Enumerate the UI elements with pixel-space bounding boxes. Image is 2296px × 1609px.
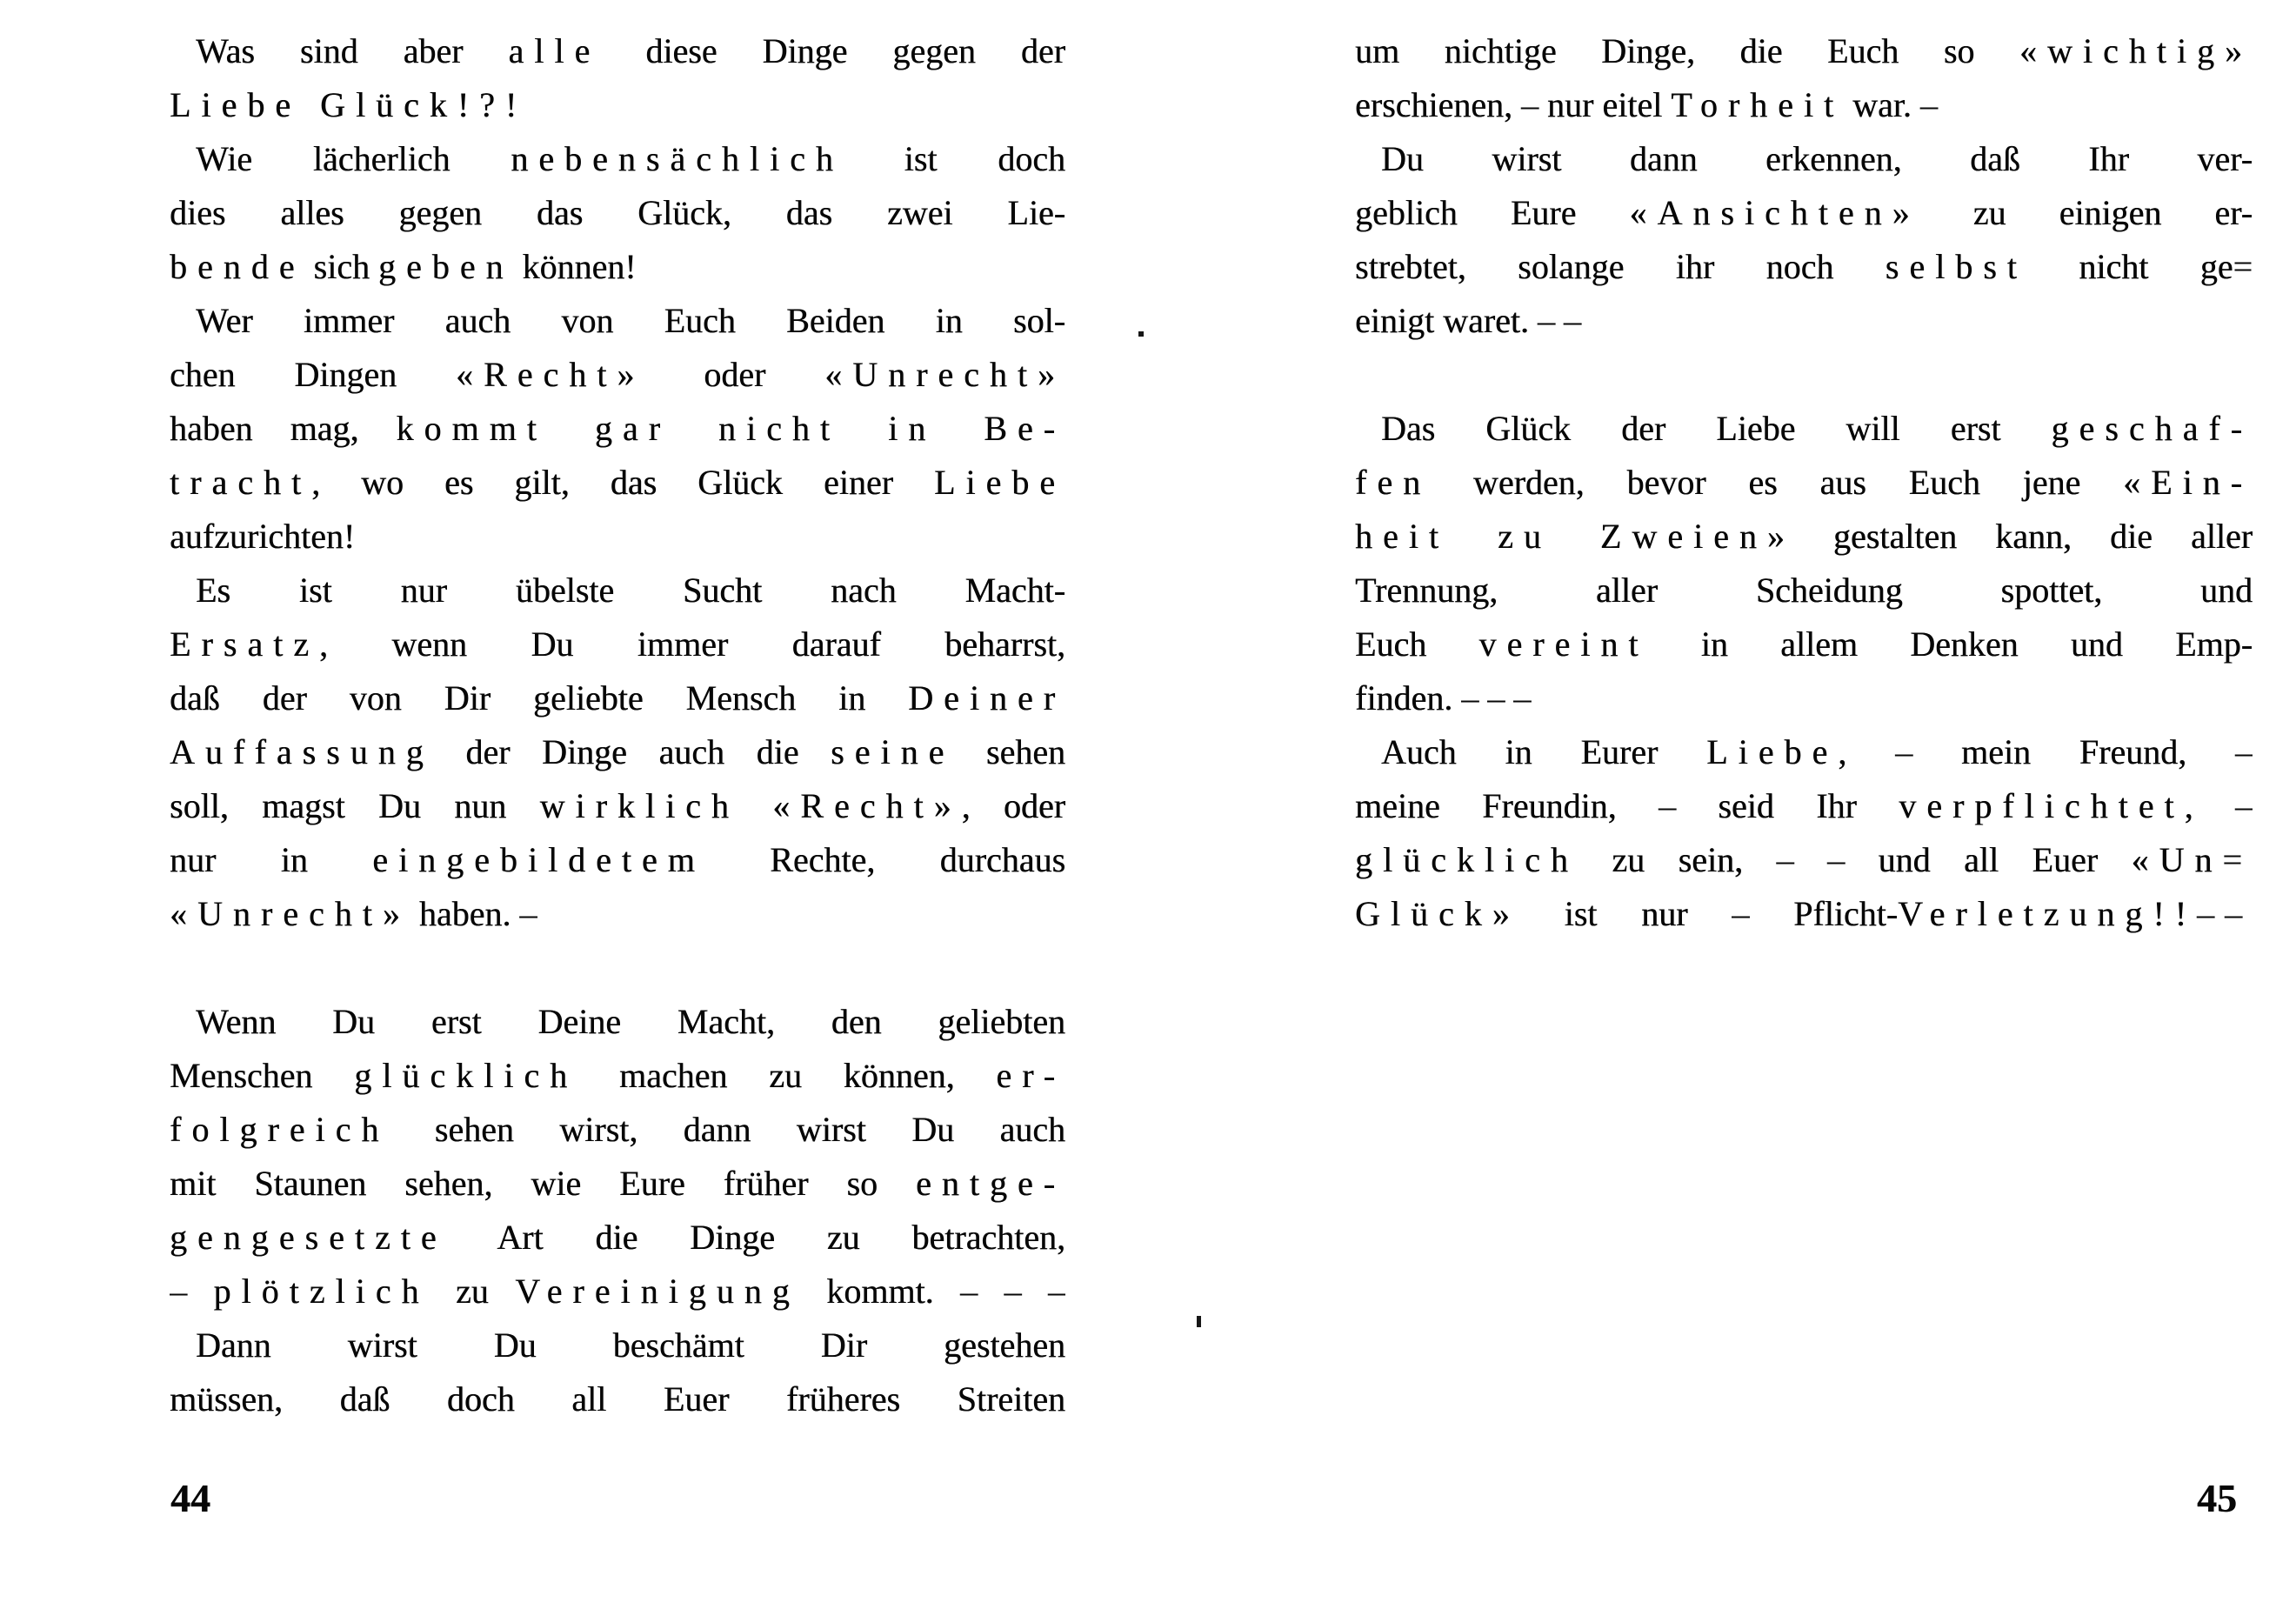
body-text: kommt. – – – — [799, 1272, 1065, 1311]
body-text: ist doch — [843, 139, 1065, 178]
emphasized-text: «Ansichten» — [1629, 193, 1920, 232]
emphasized-text: glücklich — [1355, 840, 1578, 879]
text-line — [170, 779, 1065, 833]
body-text: , wo es gilt, das Glück einer — [311, 463, 934, 502]
text-line — [170, 564, 1065, 618]
body-text: – — [170, 1272, 214, 1311]
body-text: , – mein Freund, – — [1838, 732, 2253, 771]
text-line — [1355, 618, 2253, 671]
text-line — [1355, 186, 2253, 240]
body-text: aufzurichten! — [170, 517, 356, 556]
text-line — [170, 24, 1065, 78]
body-text: Du wirst dann erkennen, daß Ihr ver- — [1381, 139, 2253, 178]
text-line — [1355, 132, 2253, 186]
body-text: Dann wirst Du beschämt Dir gestehen — [196, 1325, 1065, 1365]
body-text: diese Dinge gegen der — [600, 31, 1065, 70]
text-line — [1355, 24, 2253, 78]
emphasized-text: «Recht» — [772, 786, 962, 825]
body-text: soll, magst Du nun — [170, 786, 540, 825]
emphasized-text: «Ein- — [2123, 463, 2253, 502]
body-text: Trennung, aller Scheidung spottet, und — [1355, 571, 2253, 610]
body-text: Wenn Du erst Deine Macht, den geliebten — [196, 1002, 1065, 1041]
emphasized-text: folgreich — [170, 1110, 390, 1149]
body-text: oder — [644, 355, 825, 394]
emphasized-text: geben — [377, 247, 514, 286]
text-line — [170, 294, 1065, 348]
emphasized-text: Auffassung — [170, 732, 434, 771]
body-text: Euch — [1355, 624, 1479, 664]
emphasized-text: Deiner — [908, 678, 1065, 718]
text-line — [170, 1372, 1065, 1426]
text-line — [170, 1157, 1065, 1211]
body-text: , wenn Du immer darauf beharrst, — [318, 624, 1065, 664]
text-line — [1355, 725, 2253, 779]
body-text: finden. – – – — [1355, 678, 1532, 718]
text-line — [1355, 564, 2253, 618]
text-line — [170, 1319, 1065, 1372]
emphasized-text: «Unrecht» — [170, 894, 410, 933]
text-line — [1355, 833, 2253, 887]
body-text: dies alles gegen das Glück, das zwei Lie- — [170, 193, 1065, 232]
body-text: zu einigen er- — [1919, 193, 2253, 232]
paragraph-gap — [170, 941, 1065, 995]
text-line — [170, 78, 1065, 132]
body-text: um nichtige Dinge, die Euch so — [1355, 31, 2020, 70]
text-line — [170, 725, 1065, 779]
emphasized-text: eingebildetem — [372, 840, 705, 879]
body-text: können! — [513, 247, 637, 286]
emphasized-text: geschaf- — [2051, 409, 2253, 448]
body-text: Das Glück der Liebe will erst — [1381, 409, 2052, 448]
emphasized-text: selbst — [1885, 247, 2027, 286]
body-text: , – — [2184, 786, 2253, 825]
body-text: sehen wirst, dann wirst Du auch — [389, 1110, 1065, 1149]
emphasized-text: Glück» — [1355, 894, 1520, 933]
text-line — [170, 402, 1065, 456]
text-line — [170, 671, 1065, 725]
emphasized-text: «Un= — [2131, 840, 2253, 879]
emphasized-text: alle — [508, 31, 601, 70]
body-text: machen zu können, — [577, 1056, 997, 1095]
emphasized-text: fen — [1355, 463, 1432, 502]
text-line — [170, 132, 1065, 186]
emphasized-text: kommt gar nicht in Be- — [396, 409, 1065, 448]
emphasized-text: verpflichtet — [1899, 786, 2185, 825]
body-text: Wer immer auch von Euch Beiden in sol- — [196, 301, 1065, 340]
body-text: , oder — [961, 786, 1065, 825]
emphasized-text: entge- — [916, 1164, 1065, 1203]
body-text: meine Freundin, – seid Ihr — [1355, 786, 1899, 825]
body-text: daß der von Dir geliebte Mensch in — [170, 678, 909, 718]
text-line — [170, 348, 1065, 402]
emphasized-text: «wichtig» — [2019, 31, 2253, 70]
emphasized-text: er- — [996, 1056, 1065, 1095]
right-page-text-column — [1355, 24, 2253, 941]
text-line — [170, 833, 1065, 887]
text-line — [1355, 402, 2253, 456]
body-text: Rechte, durchaus — [704, 840, 1065, 879]
body-text: Wie lächerlich — [196, 139, 511, 178]
emphasized-text: Liebe — [1706, 732, 1839, 771]
body-text: Auch in Eurer — [1381, 732, 1707, 771]
text-line — [170, 1103, 1065, 1157]
emphasized-text: heit zu Zweien» — [1355, 517, 1795, 556]
text-line — [170, 1265, 1065, 1319]
emphasized-text: Verletzung!!–– — [1898, 894, 2253, 933]
text-line — [1355, 887, 2253, 941]
emphasized-text: Torheit — [1671, 85, 1845, 124]
body-text: nicht ge= — [2026, 247, 2253, 286]
body-text: werden, bevor es aus Euch jene — [1431, 463, 2124, 502]
body-text: Was sind aber — [196, 31, 509, 70]
body-text: der Dinge auch die — [433, 732, 831, 771]
text-line — [170, 995, 1065, 1049]
emphasized-text: seine — [831, 732, 955, 771]
body-text: ist nur – Pflicht- — [1519, 894, 1899, 933]
body-text: gestalten kann, die aller — [1794, 517, 2253, 556]
text-line — [170, 510, 1065, 564]
text-line — [170, 1211, 1065, 1265]
emphasized-text: bende — [170, 247, 305, 286]
left-page-text-column — [170, 24, 1065, 1426]
emphasized-text: gengesetzte — [170, 1218, 447, 1257]
text-line — [1355, 240, 2253, 294]
body-text: haben mag, — [170, 409, 397, 448]
emphasized-text: Liebe — [933, 463, 1065, 502]
text-line — [170, 186, 1065, 240]
body-text: sehen — [954, 732, 1065, 771]
emphasized-text: plötzlich — [213, 1272, 430, 1311]
body-text: erschienen, – nur eitel — [1355, 85, 1672, 124]
page-number-left: 44 — [170, 1476, 210, 1520]
emphasized-text: Liebe Glück!?! — [170, 85, 528, 124]
emphasized-text: glücklich — [354, 1056, 578, 1095]
body-text: mit Staunen sehen, wie Eure früher so — [170, 1164, 917, 1203]
body-text: haben. – — [410, 894, 537, 933]
emphasized-text: «Unrecht» — [824, 355, 1065, 394]
emphasized-text: Ersatz — [170, 624, 319, 664]
emphasized-text: nebensächlich — [511, 139, 844, 178]
emphasized-text: «Recht» — [456, 355, 645, 394]
scan-speck — [1138, 331, 1144, 337]
body-text: müssen, daß doch all Euer früheres Streiten — [170, 1379, 1065, 1419]
text-line — [170, 240, 1065, 294]
page-number-right: 45 — [2197, 1476, 2237, 1520]
body-text: einigt waret. – – — [1355, 301, 1581, 340]
body-text: zu sein, – – und all Euer — [1578, 840, 2132, 879]
text-line — [1355, 294, 2253, 348]
text-line — [170, 456, 1065, 510]
text-line — [1355, 779, 2253, 833]
body-text: in allem Denken und Emp- — [1648, 624, 2253, 664]
text-line — [170, 887, 1065, 941]
text-line — [1355, 510, 2253, 564]
body-text: war. – — [1844, 85, 1938, 124]
body-text: Menschen — [170, 1056, 355, 1095]
text-line — [170, 618, 1065, 671]
body-text: Es ist nur übelste Sucht nach Macht- — [196, 571, 1065, 610]
emphasized-text: Vereinigung — [515, 1272, 800, 1311]
text-line — [1355, 78, 2253, 132]
body-text: geblich Eure — [1355, 193, 1630, 232]
body-text: nur in — [170, 840, 373, 879]
emphasized-text: tracht — [170, 463, 312, 502]
body-text: chen Dingen — [170, 355, 457, 394]
text-line — [1355, 456, 2253, 510]
body-text — [739, 786, 772, 825]
scan-speck — [1197, 1316, 1201, 1327]
text-line — [1355, 671, 2253, 725]
emphasized-text: wirklich — [539, 786, 739, 825]
body-text: Art die Dinge zu betrachten, — [446, 1218, 1065, 1257]
text-line — [170, 1049, 1065, 1103]
body-text: sich — [304, 247, 378, 286]
body-text: zu — [429, 1272, 516, 1311]
emphasized-text: vereint — [1478, 624, 1649, 664]
body-text: strebtet, solange ihr noch — [1355, 247, 1886, 286]
paragraph-gap — [1355, 348, 2253, 402]
